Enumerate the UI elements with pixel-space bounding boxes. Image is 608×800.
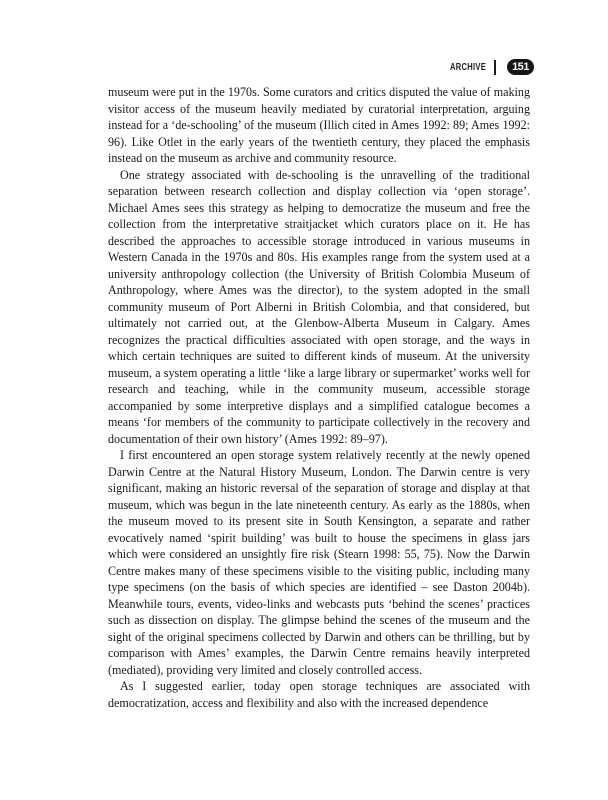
body-text [108, 84, 530, 711]
header-divider [494, 60, 496, 75]
paragraph-1: museum were put in the 1970s. Some curators and critics disputed the value of making visitor access of the museum heavily mediated by curatorial interpretation, arguing instead for a ‘de-schooling’ of the museum (Illich cited in Ames 1992: 89; Ames 1992: 96). Like Otlet in the early years of the twentieth century, they placed the emphasis instead on the museum as archive and community resource. [108, 85, 530, 165]
page-number-badge: 151 [507, 59, 534, 75]
section-title: ARCHIVE [449, 61, 486, 73]
paragraph-4: As I suggested earlier, today open storage techniques are associated with democratization, access and flexibility and also with the increased dependence [108, 679, 530, 710]
paragraph-2: One strategy associated with de-schooling is the unravelling of the traditional separation between research collection and display collection via ‘open storage’. Michael Ames sees this strategy as helping to democratize the museum and free the collection from the interpretative straitjacket which curators place on it. He has described the approaches to accessible storage introduced in various museums in Western Canada in the 1970s and 80s. His examples range from the system used at a university anthropology collection (the University of British Colombia Museum of Anthropology, where Ames was the director), to the system adopted in the small community museum of Port Alberni in British Colombia, and that considered, but ultimately not carried out, at the Glenbow-Alberta Museum in Calgary. Ames recognizes the practical difficulties associated with open storage, and the ways in which certain techniques are suited to different kinds of museum. At the university museum, a system operating a little ‘like a large library or supermarket’ works well for research and teaching, while in the community museum, accessible storage accompanied by some interpretive displays and a simplified catalogue becomes a means ‘for members of the community to participate collectively in the recovery and documentation of their own history’ (Ames 1992: 89–97). [108, 167, 530, 446]
paragraph-3: I first encountered an open storage system relatively recently at the newly opened Darwin Centre at the Natural History Museum, London. The Darwin centre is very significant, making an historic reversal of the separation of storage and display at that museum, which was begun in the late nineteenth century. As early as the 1880s, when the museum moved to its present site in South Kensington, a separate and rather evocatively named ‘spirit building’ was built to house the specimens in glass jars which were considered an unsightly fire risk (Stearn 1998: 55, 75). Now the Darwin Centre makes many of these specimens visible to the visiting public, including many type specimens (on the basis of which species are identified – see Daston 2004b). Meanwhile tours, events, video-links and webcasts puts ‘behind the scenes’ practices such as dissection on display. The glimpse behind the scenes of the museum and the sight of the original specimens collected by Darwin and others can be thrilling, but by comparison with Ames’ examples, the Darwin Centre remains heavily interpreted (mediated), providing very limited and closely controlled access. [108, 448, 530, 677]
running-head [436, 57, 534, 77]
